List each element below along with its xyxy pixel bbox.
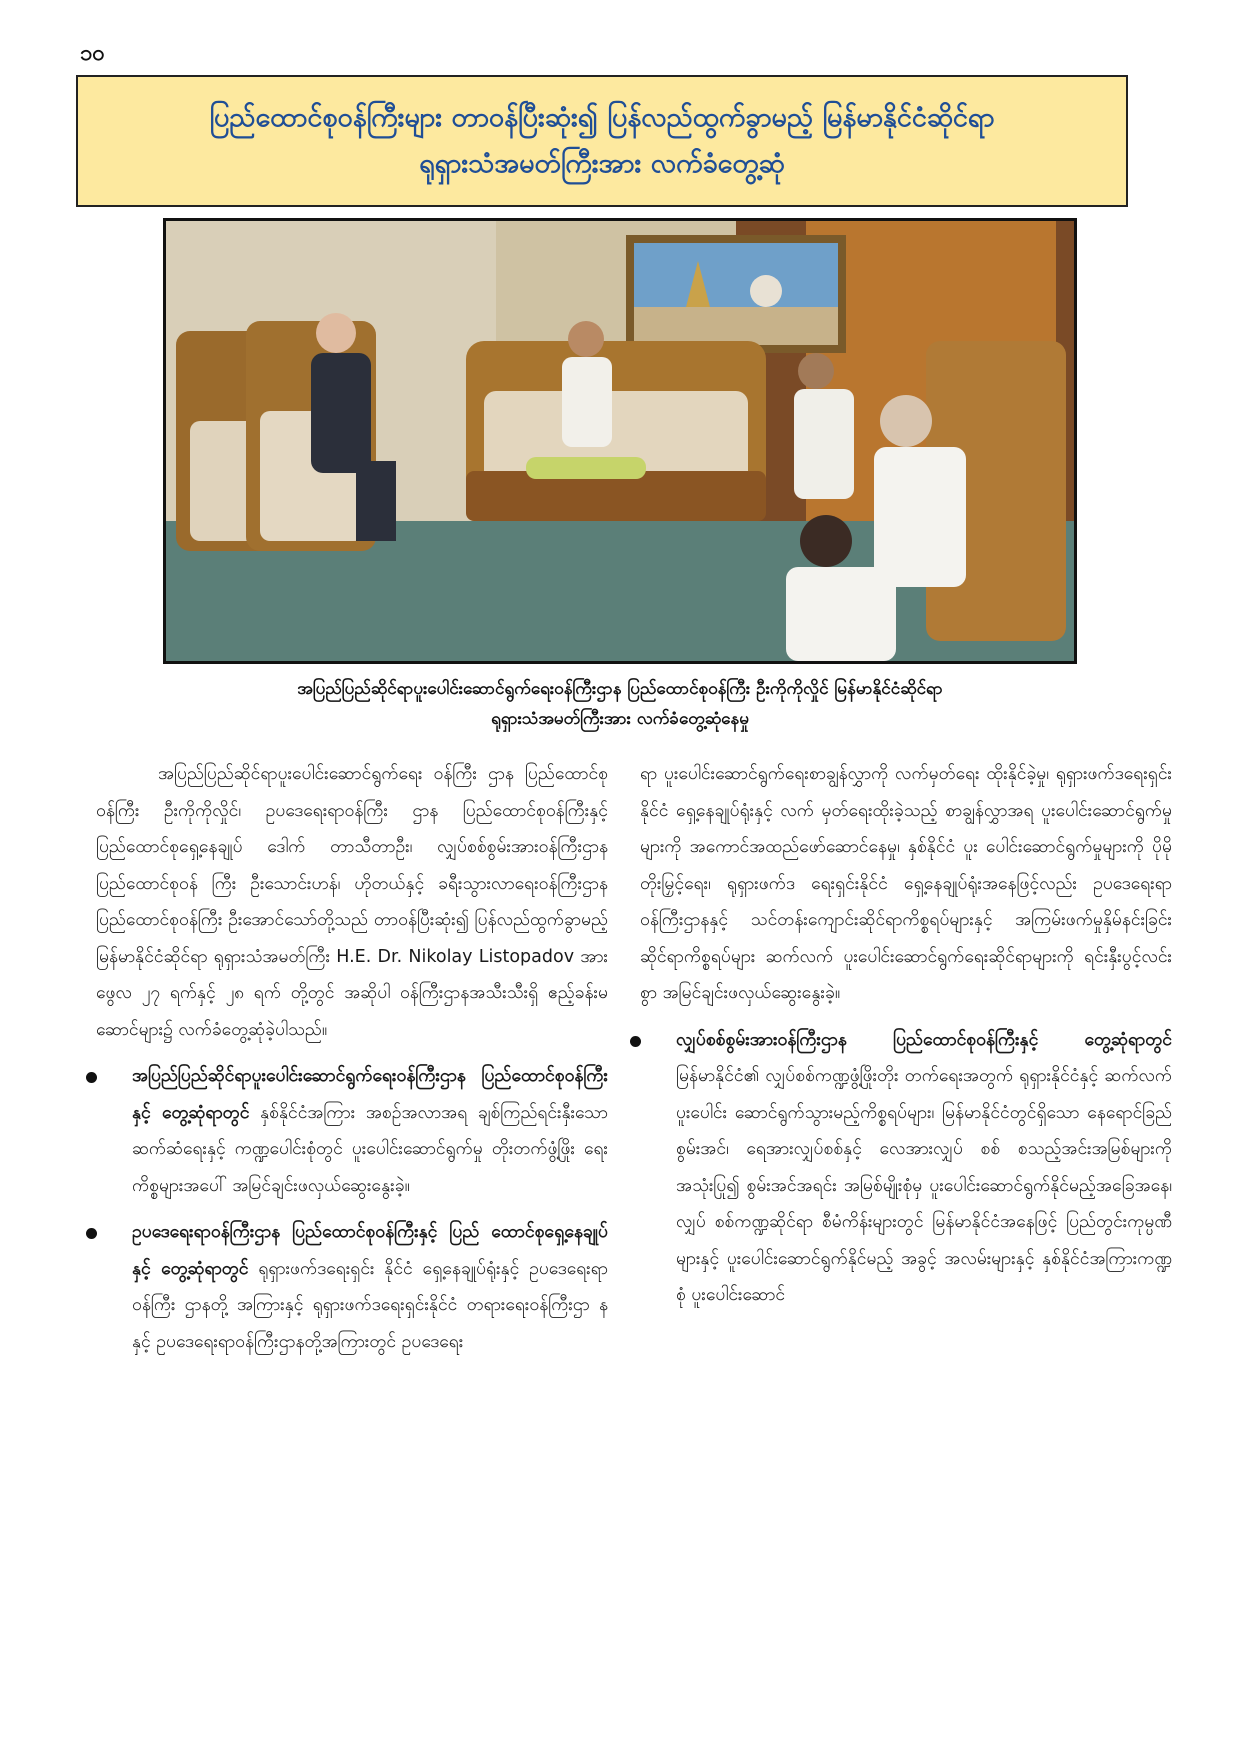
bullet-body: မြန်မာနိုင်ငံ၏ လျှပ်စစ်ကဏ္ဍဖွံ့ဖြိုးတိုး တက်ရေးအတွက် ရုရှားနိုင်ငံနှင့် ဆက်လက်ပူးပေါင်း ဆောင်ရွက်သွားမည့်ကိစ္စရပ်များ၊ မြန်မာနိုင်ငံတွင်ရှိသော နေရောင်ခြည်စွမ်းအင်၊ ရေအားလျှပ်စစ်နှင့် လေအားလျှပ် စစ် စသည့်အင်းအမြစ်များကို အသုံးပြု၍ စွမ်းအင်အရင်း အမြစ်မျိုးစုံမှ ပူးပေါင်းဆောင်ရွက်နိုင်မည့်အခြေအနေ၊ လျှပ် စစ်ကဏ္ဍဆိုင်ရာ စီမံကိန်းများတွင် မြန်မာနိုင်ငံအနေဖြင့် ပြည်တွင်းကုမ္ပဏီများနှင့် ပူးပေါင်းဆောင်ရွက်နိုင်မည့် အခွင့် အလမ်းများနှင့် နှစ်နိုင်ငံအကြားကဏ္ဍစုံ ပူးပေါင်းဆောင် xyxy=(676,1066,1172,1305)
right-column xyxy=(640,756,1172,1314)
bullet-body: နှစ်နိုင်ငံအကြား အစဉ်အလာအရ ချစ်ကြည်ရင်းနှီးသော ဆက်ဆံရေးနှင့် ကဏ္ဍပေါင်းစုံတွင် ပူးပေါင်းဆောင်ရွက်မှု တိုးတက်ဖွံ့ဖြိုး ရေးကိစ္စများအပေါ် အမြင်ချင်းဖလှယ်ဆွေးနွေးခဲ့။ xyxy=(132,1102,608,1196)
bullet-lead: ဥပဒေရေးရာဝန်ကြီးဌာန ပြည်ထောင်စုဝန်ကြီးနှင့် ပြည် ထောင်စုရှေ့နေချုပ်နှင့် တွေ့ဆုံရာတွင် xyxy=(132,1222,608,1279)
intro-paragraph: အပြည်ပြည်ဆိုင်ရာပူးပေါင်းဆောင်ရွက်ရေး ဝန်ကြီး ဌာန ပြည်ထောင်စုဝန်ကြီး ဦးကိုကိုလှိုင်၊ ဥပဒေရေးရာဝန်ကြီး ဌာန ပြည်ထောင်စုဝန်ကြီးနှင့် ပြည်ထောင်စုရှေ့နေချုပ် ဒေါက် တာသီတာဦး၊ လျှပ်စစ်စွမ်းအားဝန်ကြီးဌာန ပြည်ထောင်စုဝန် ကြီး ဦးသောင်းဟန်၊ ဟိုတယ်နှင့် ခရီးသွားလာရေးဝန်ကြီးဌာန ပြည်ထောင်စုဝန်ကြီး ဦးအောင်သော်တို့သည် တာဝန်ပြီးဆုံး၍ ပြန်လည်ထွက်ခွာမည့် မြန်မာနိုင်ငံဆိုင်ရာ ရုရှားသံအမတ်ကြီး H.E. Dr. Nikolay Listopadov အား ဖွေလ ၂၇ ရက်နှင့် ၂၈ ရက် တို့တွင် အဆိုပါ ဝန်ကြီးဌာနအသီးသီးရှိ ဧည့်ခန်းမဆောင်များ၌ လက်ခံတွေ့ဆုံခဲ့ပါသည်။ xyxy=(96,764,608,1040)
bullet-body: ရုရှားဖက်ဒရေးရှင်း နိုင်ငံ ရှေ့နေချုပ်ရုံးနှင့် ဥပဒေရေးရာဝန်ကြီး ဌာနတို့ အကြားနှင့် ရုရှားဖက်ဒရေးရှင်းနိုင်ငံ တရားရေးဝန်ကြီးဌာ နနှင့် ဥပဒေရေးရာဝန်ကြီးဌာနတို့အကြားတွင် ဥပဒေရေး xyxy=(132,1258,608,1352)
bullet-item xyxy=(640,1022,1172,1314)
caption-line-2: ရုရှားသံအမတ်ကြီးအား လက်ခံတွေ့ဆုံနေမှု xyxy=(491,709,749,729)
headline-line-1: ပြည်ထောင်စုဝန်ကြီးများ တာဝန်ပြီးဆုံး၍ ပြန်လည်ထွက်ခွာမည့် မြန်မာနိုင်ငံဆိုင်ရာ xyxy=(209,102,995,133)
bullet-lead: အပြည်ပြည်ဆိုင်ရာပူးပေါင်းဆောင်ရွက်ရေးဝန်ကြီးဌာန ပြည်ထောင်စုဝန်ကြီးနှင့် တွေ့ဆုံရာတွင် xyxy=(132,1066,608,1123)
bullet-dot-icon xyxy=(86,1228,97,1239)
bullet-item xyxy=(96,1214,608,1360)
left-column xyxy=(96,756,608,1360)
continuation-paragraph: ရာ ပူးပေါင်းဆောင်ရွက်ရေးစာချွန်လွှာကို လက်မှတ်ရေး ထိုးနိုင်ခဲ့မှု၊ ရုရှားဖက်ဒရေးရှင်းနိုင်ငံ ရှေ့နေချုပ်ရုံးနှင့် လက် မှတ်ရေးထိုးခဲ့သည့် စာချွန်လွှာအရ ပူးပေါင်းဆောင်ရွက်မှု များကို အကောင်အထည်ဖော်ဆောင်နေမှု၊ နှစ်နိုင်ငံ ပူး ပေါင်းဆောင်ရွက်မှုများကို ပိုမိုတိုးမြှင့်ရေး၊ ရုရှားဖက်ဒ ရေးရှင်းနိုင်ငံ ရှေ့နေချုပ်ရုံးအနေဖြင့်လည်း ဥပဒေရေးရာ ဝန်ကြီးဌာနနှင့် သင်တန်းကျောင်းဆိုင်ရာကိစ္စရပ်များနှင့် အကြမ်းဖက်မှုနှိမ်နင်းခြင်းဆိုင်ရာကိစ္စရပ်များ ဆက်လက် ပူးပေါင်းဆောင်ရွက်ရေးဆိုင်ရာများကို ရင်းနှီးပွင့်လင်းစွာ အမြင်ချင်းဖလှယ်ဆွေးနွေးခဲ့။ xyxy=(640,764,1172,1003)
bullet-dot-icon xyxy=(86,1072,97,1083)
bullet-lead: လျှပ်စစ်စွမ်းအားဝန်ကြီးဌာန ပြည်ထောင်စုဝန်ကြီးနှင့် တွေ့ဆုံရာတွင် xyxy=(676,1029,1172,1050)
meeting-photo xyxy=(163,218,1077,664)
photo-caption xyxy=(150,674,1090,734)
headline-line-2: ရုရှားသံအမတ်ကြီးအား လက်ခံတွေ့ဆုံ xyxy=(419,148,785,179)
bullet-dot-icon xyxy=(630,1036,641,1047)
headline-box xyxy=(76,75,1128,207)
page-number: ၁၀ xyxy=(80,41,105,66)
meeting-photo-illustration xyxy=(166,221,1074,661)
bullet-item xyxy=(96,1058,608,1204)
caption-line-1: အပြည်ပြည်ဆိုင်ရာပူးပေါင်းဆောင်ရွက်ရေးဝန်ကြီးဌာန ပြည်ထောင်စုဝန်ကြီး ဦးကိုကိုလှိုင် မြန်မာနိုင်ငံဆိုင်ရာ xyxy=(297,679,943,699)
